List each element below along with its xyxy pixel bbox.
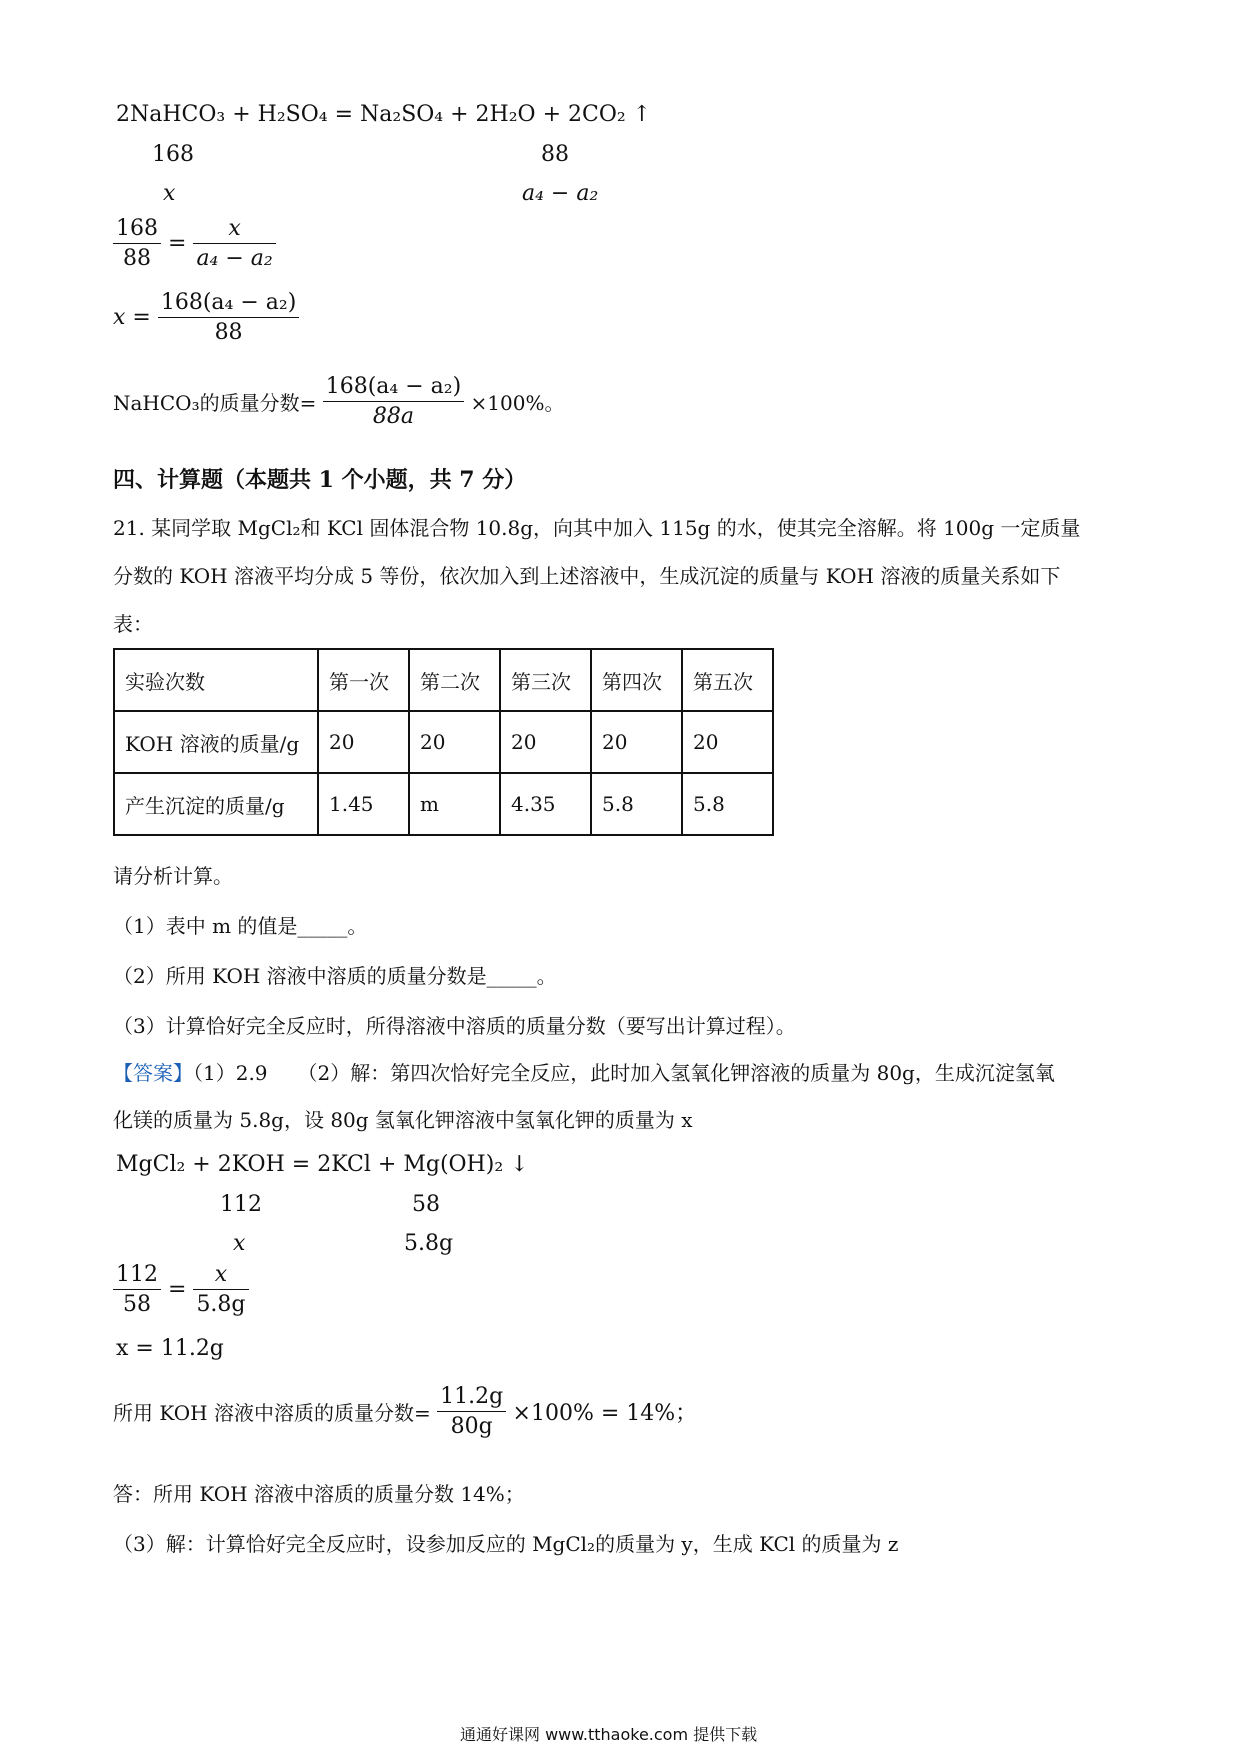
table-cell: 4.35 [500,773,591,835]
table-cell: m [409,773,500,835]
answer-conclusion: 答：所用 KOH 溶液中溶质的质量分数 14%； [113,1482,525,1506]
table-cell: 20 [500,711,591,773]
analysis-prompt: 请分析计算。 [113,864,233,888]
mass-fraction-koh [113,1384,697,1439]
table-cell: 5.8 [591,773,682,835]
ratio-denominator-right: 5.8g [196,1292,246,1317]
precipitate-mass: 5.8g [404,1231,454,1256]
fraction-numerator: 11.2g [437,1384,506,1412]
ratio-numerator-left: 168 [113,216,161,244]
sub-question-1: （1）表中 m 的值是_____。 [113,914,368,938]
table-header-cell: 第三次 [500,649,591,711]
ratio-numerator-left: 112 [113,1262,161,1290]
table-cell: 20 [682,711,773,773]
ratio-equation-1: $\frac{168}{88}$ = $\frac{x}{\text{a₄ − a₂}}$ [113,216,276,271]
answer-line-1 [113,1057,1055,1086]
solve-equation-2: x = 11.2g [116,1336,224,1361]
section-heading: 四、计算题（本题共 1 个小题，共 7 分） [113,467,527,493]
question-21-line-3: 表： [113,612,153,636]
page-footer: 通通好课网 www.tthaoke.com 提供下载 [460,1725,758,1744]
solve-equation-1 [113,290,299,345]
fraction-denominator: 88a [372,404,414,429]
sub-question-2: （2）所用 KOH 溶液中溶质的质量分数是_____。 [113,964,557,988]
ratio-denominator-left: 58 [123,1292,151,1317]
sub-question-3: （3）计算恰好完全反应时，所得溶液中溶质的质量分数（要写出计算过程）。 [113,1014,796,1038]
ratio-denominator-right: a₄ − a₂ [196,246,273,271]
ratio-numerator-right: x [193,216,275,244]
answer-tag: 【答案】 [113,1061,193,1085]
answer-part-3: （3）解：计算恰好完全反应时，设参加反应的 MgCl₂的质量为 y，生成 KCl 的质量为 z [113,1532,899,1556]
molar-mass-co2: 88 [541,142,569,167]
ratio-equation-2: $\frac{112}{58}$ = $\frac{x}{5.8g}$ [113,1262,249,1317]
table-header-row [114,649,773,711]
table-row [114,711,773,773]
unknown-x: x [233,1231,246,1256]
table-header-cell: 第二次 [409,649,500,711]
fraction-numerator: 168(a₄ − a₂) [323,374,464,402]
table-header-cell: 实验次数 [114,649,318,711]
table-cell: 20 [591,711,682,773]
fraction-label: 所用 KOH 溶液中溶质的质量分数= [113,1401,431,1425]
answer-line-2: 化镁的质量为 5.8g，设 80g 氢氧化钾溶液中氢氧化钾的质量为 x [113,1108,693,1132]
table-cell: 产生沉淀的质量/g [114,773,318,835]
fraction-tail: ×100%。 [470,391,565,415]
ratio-numerator-right: x [193,1262,248,1290]
fraction-label: NaHCO₃的质量分数= [113,391,317,415]
fraction-denominator: 80g [450,1414,493,1439]
fraction-tail: ×100% = 14%； [512,1401,698,1426]
mass-fraction-nahco3 [113,374,564,429]
mass-difference: a₄ − a₂ [522,181,599,206]
table-cell: 20 [409,711,500,773]
table-cell: 20 [318,711,409,773]
molar-mass-koh: 112 [220,1192,262,1217]
table-header-cell: 第五次 [682,649,773,711]
experiment-table [113,648,774,836]
table-cell: 5.8 [682,773,773,835]
answer-text: （1）2.9 （2）解：第四次恰好完全反应，此时加入氢氧化钾溶液的质量为 80g，生成沉淀氢氧 [193,1061,1055,1085]
molar-mass-mgoh2: 58 [412,1192,440,1217]
solve-numerator: 168(a₄ − a₂) [158,290,299,318]
question-21-line-1: 21. 某同学取 MgCl₂和 KCl 固体混合物 10.8g，向其中加入 115g 的水，使其完全溶解。将 100g 一定质量 [113,516,1081,540]
solve-denominator: 88 [214,320,243,345]
table-cell: KOH 溶液的质量/g [114,711,318,773]
ratio-denominator-left: 88 [123,246,151,271]
molar-mass-nahco3: 168 [152,142,194,167]
unknown-x: x [163,181,176,206]
question-21-line-2: 分数的 KOH 溶液平均分成 5 等份，依次加入到上述溶液中，生成沉淀的质量与 KOH 溶液的质量关系如下 [113,564,1061,588]
table-header-cell: 第一次 [318,649,409,711]
table-cell: 1.45 [318,773,409,835]
table-row [114,773,773,835]
reaction-equation-nahco3: 2NaHCO₃ + H₂SO₄ = Na₂SO₄ + 2H₂O + 2CO₂ ↑ [116,102,652,127]
reaction-equation-mgcl2: MgCl₂ + 2KOH = 2KCl + Mg(OH)₂ ↓ [116,1152,529,1177]
table-header-cell: 第四次 [591,649,682,711]
solve-lhs: x = [113,305,151,330]
